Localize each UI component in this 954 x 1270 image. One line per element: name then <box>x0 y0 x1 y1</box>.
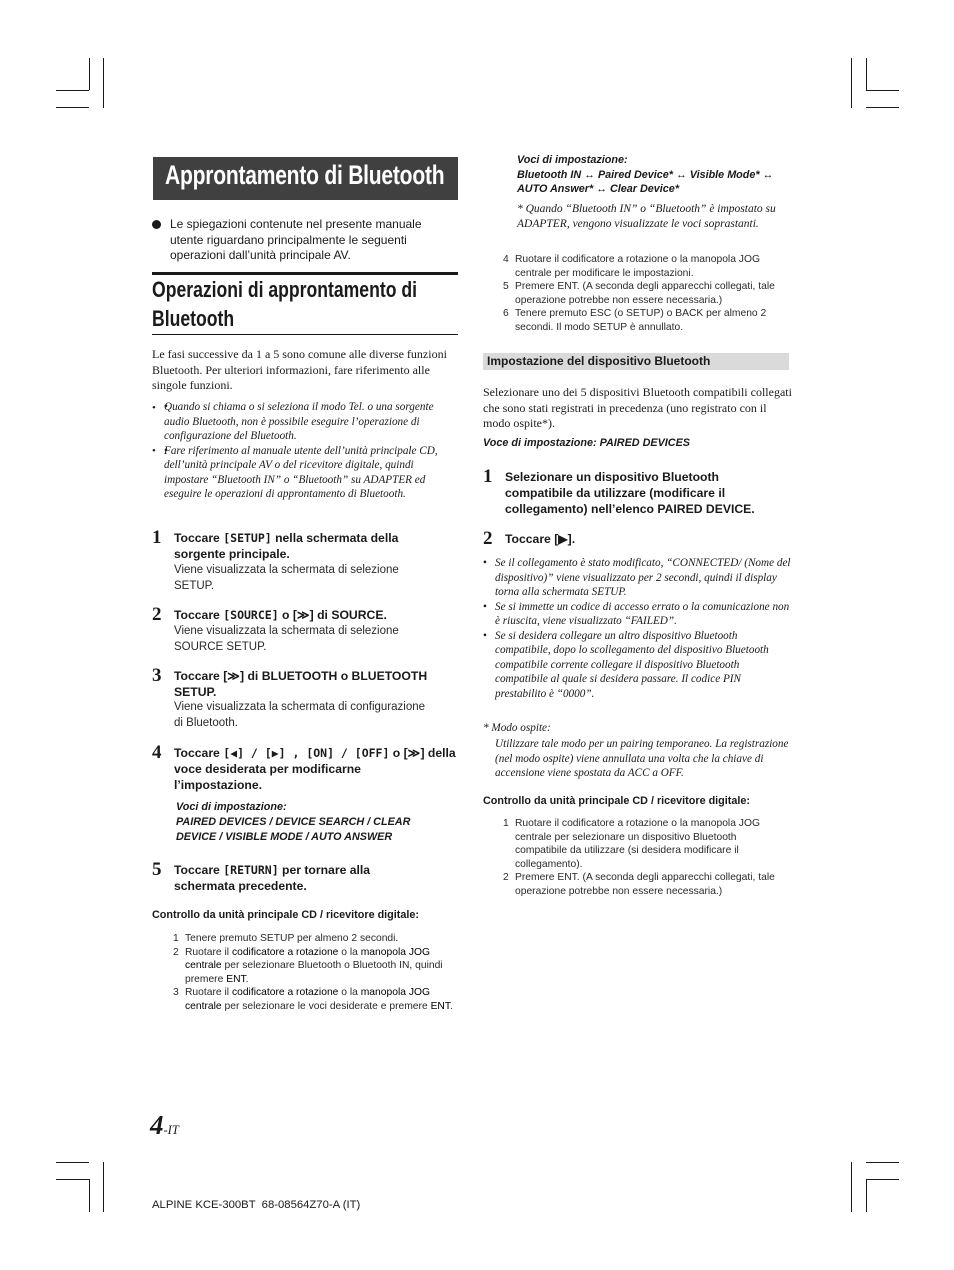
crop-mark <box>56 107 89 108</box>
left-control-steps <box>173 932 458 1014</box>
list-item: 6 Tenere premuto ESC (o SETUP) o BACK per almeno 2 secondi. Il modo SETUP è annullato. <box>503 308 767 333</box>
right-step-2 <box>483 528 793 551</box>
crop-mark <box>866 1179 867 1212</box>
step-2 <box>152 604 462 657</box>
list-item: 1 Tenere premuto SETUP per almeno 2 secondi. <box>173 933 399 944</box>
step-heading: Toccare [SETUP] nella schermata della sorgente principale. <box>174 531 399 561</box>
page-title: Approntamento di Bluetooth <box>165 160 445 190</box>
page-number: 4-IT <box>150 1110 179 1140</box>
step-heading: Toccare [▶]. <box>505 532 576 546</box>
crop-mark <box>866 1179 899 1180</box>
step-heading: Toccare [≫] di BLUETOOTH o BLUETOOTH SETUP. <box>174 669 428 699</box>
crop-mark <box>89 1179 90 1212</box>
section-heading: Operazioni di approntamento di Bluetooth <box>152 277 417 331</box>
step4-items: PAIRED DEVICES / DEVICE SEARCH / CLEAR DEVICE / VISIBLE MODE / AUTO ANSWER <box>176 816 411 843</box>
step4-items-label: Voci di impostazione: <box>176 801 287 813</box>
step-number: 1 <box>483 466 493 487</box>
guest-text: Utilizzare tale modo per un pairing temporaneo. La registrazione (nel modo ospite) viene annullata una volta che la chiave di accensione viene spostata da ACC a OFF. <box>495 738 789 779</box>
intro-bullet-text: Le spiegazioni contenute nel presente manuale utente riguardano principalmente le seguenti operazioni dall’unità principale AV. <box>170 217 422 262</box>
right-items-label: Voci di impostazione: <box>517 154 628 166</box>
step-3 <box>152 665 462 733</box>
left-control-heading: Controllo da unità principale CD / ricevitore digitale: <box>152 909 419 921</box>
right-control-steps2 <box>503 817 783 899</box>
crop-mark <box>103 1162 104 1212</box>
crop-mark <box>103 58 104 108</box>
crop-mark <box>851 1162 852 1212</box>
crop-mark <box>866 58 867 90</box>
step-number: 5 <box>152 859 162 880</box>
list-item: 1 Ruotare il codificatore a rotazione o la manopola JOG centrale per selezionare un dispositivo Bluetooth compatibile da utilizzare (si desidera modificare il collegamento). <box>503 818 760 870</box>
crop-mark <box>866 1162 899 1163</box>
list-item: 2 Premere ENT. (A seconda degli apparecchi collegati, tale operazione potrebbe non essere necessaria.) <box>503 872 775 897</box>
note-item: • Se si desidera collegare un altro dispositivo Bluetooth compatibile, dopo lo scollegamento del dispositivo Bluetooth compatibile corrente collegare il dispositivo Bluetooth compatibile al quale si desidera passare. Il codice PIN prestabilito è “0000”. <box>483 629 769 700</box>
right-notes <box>483 556 793 701</box>
step-number: 4 <box>152 742 162 763</box>
bullet-dot-icon <box>152 220 161 229</box>
crop-mark <box>89 58 90 90</box>
section-rule-bottom <box>152 334 458 335</box>
note-item: • Quando si chiama o si seleziona il modo Tel. o una sorgente audio Bluetooth, non è possibile eseguire l’operazione di configurazione del Bluetooth. <box>164 400 454 444</box>
paired-label: Voce di impostazione: PAIRED DEVICES <box>483 437 690 449</box>
step-number: 2 <box>483 528 493 549</box>
note-item: • Se il collegamento è stato modificato, “CONNECTED/ (Nome del dispositivo)” viene visualizzato per 2 secondi, quindi il display torna alla schermata SETUP. <box>483 557 791 598</box>
crop-mark <box>851 58 852 108</box>
step-heading: Toccare [◀] / [▶] , [ON] / [OFF] o [≫] della voce desiderata per modificarne l’impostazione. <box>174 746 456 792</box>
step-5 <box>152 859 462 897</box>
right-items-line1: Bluetooth IN ↔ Paired Device* ↔ Visible Mode* ↔ <box>517 169 774 181</box>
page-title-bar <box>153 157 458 200</box>
right-step-1 <box>483 466 793 519</box>
step-description: Viene visualizzata la schermata di selezione SOURCE SETUP. <box>174 625 399 653</box>
right-control-steps <box>503 253 788 335</box>
step-1 <box>152 527 462 592</box>
crop-mark <box>56 1162 89 1163</box>
step-number: 1 <box>152 527 162 548</box>
crop-mark <box>56 1179 89 1180</box>
list-item: 4 Ruotare il codificatore a rotazione o la manopola JOG centrale per modificare le impostazioni. <box>503 254 760 279</box>
crop-mark <box>56 90 89 91</box>
step-number: 3 <box>152 665 162 686</box>
step-description: Viene visualizzata la schermata di selezione SETUP. <box>174 564 399 592</box>
note-bullet: • <box>152 402 156 414</box>
step-heading: Toccare [RETURN] per tornare alla schermata precedente. <box>174 863 371 893</box>
list-item: 5 Premere ENT. (A seconda degli apparecchi collegati, tale operazione potrebbe non essere necessaria.) <box>503 281 775 306</box>
list-item: 3 Ruotare il codificatore a rotazione o la manopola JOG centrale per selezionare le voci desiderate e premere ENT. <box>173 987 453 1012</box>
step-heading: Toccare [SOURCE] o [≫] di SOURCE. <box>174 608 387 622</box>
guest-label: * Modo ospite: <box>483 722 551 734</box>
list-item: 2 Ruotare il codificatore a rotazione o la manopola JOG centrale per selezionare Bluetooth o Bluetooth IN, quindi premere ENT. <box>173 946 443 985</box>
right-control-heading: Controllo da unità principale CD / ricevitore digitale: <box>483 795 750 807</box>
subsection-intro: Selezionare uno dei 5 dispositivi Bluetooth compatibili collegati che sono stati registrati in precedenza (uno registrato con il modo ospite*). <box>483 385 792 430</box>
note-item: • Fare riferimento al manuale utente dell’unità principale CD, dell’unità principale AV o del ricevitore digitale, quindi impostare “Bluetooth IN” o “Bluetooth” su ADAPTER ed eseguire le operazioni di approntamento di Bluetooth. <box>164 444 454 502</box>
step-description: Viene visualizzata la schermata di configurazione di Bluetooth. <box>174 701 426 729</box>
left-notes <box>164 400 454 502</box>
crop-mark <box>866 90 899 91</box>
subsection-heading-bar <box>483 353 789 370</box>
right-items-footnote: * Quando “Bluetooth IN” o “Bluetooth” è impostato su ADAPTER, vengono visualizzate le voci soprastanti. <box>517 203 776 230</box>
step-heading: Selezionare un dispositivo Bluetooth compatibile da utilizzare (modificare il collegamento) nell’elenco PAIRED DEVICE. <box>505 470 755 516</box>
section-intro: Le fasi successive da 1 a 5 sono comune alle diverse funzioni Bluetooth. Per ulteriori informazioni, fare riferimento alle singole funzioni. <box>152 347 447 393</box>
note-item: • Se si immette un codice di accesso errato o la comunicazione non è riuscita, viene visualizzato “FAILED”. <box>483 600 790 627</box>
footer: ALPINE KCE-300BT 68-08564Z70-A (IT) <box>152 1199 361 1211</box>
right-items-line2: AUTO Answer* ↔ Clear Device* <box>517 183 680 195</box>
intro-bullet <box>152 217 452 264</box>
step-number: 2 <box>152 604 162 625</box>
subsection-heading: Impostazione del dispositivo Bluetooth <box>487 354 711 368</box>
note-bullet: • <box>152 445 156 457</box>
crop-mark <box>866 107 899 108</box>
